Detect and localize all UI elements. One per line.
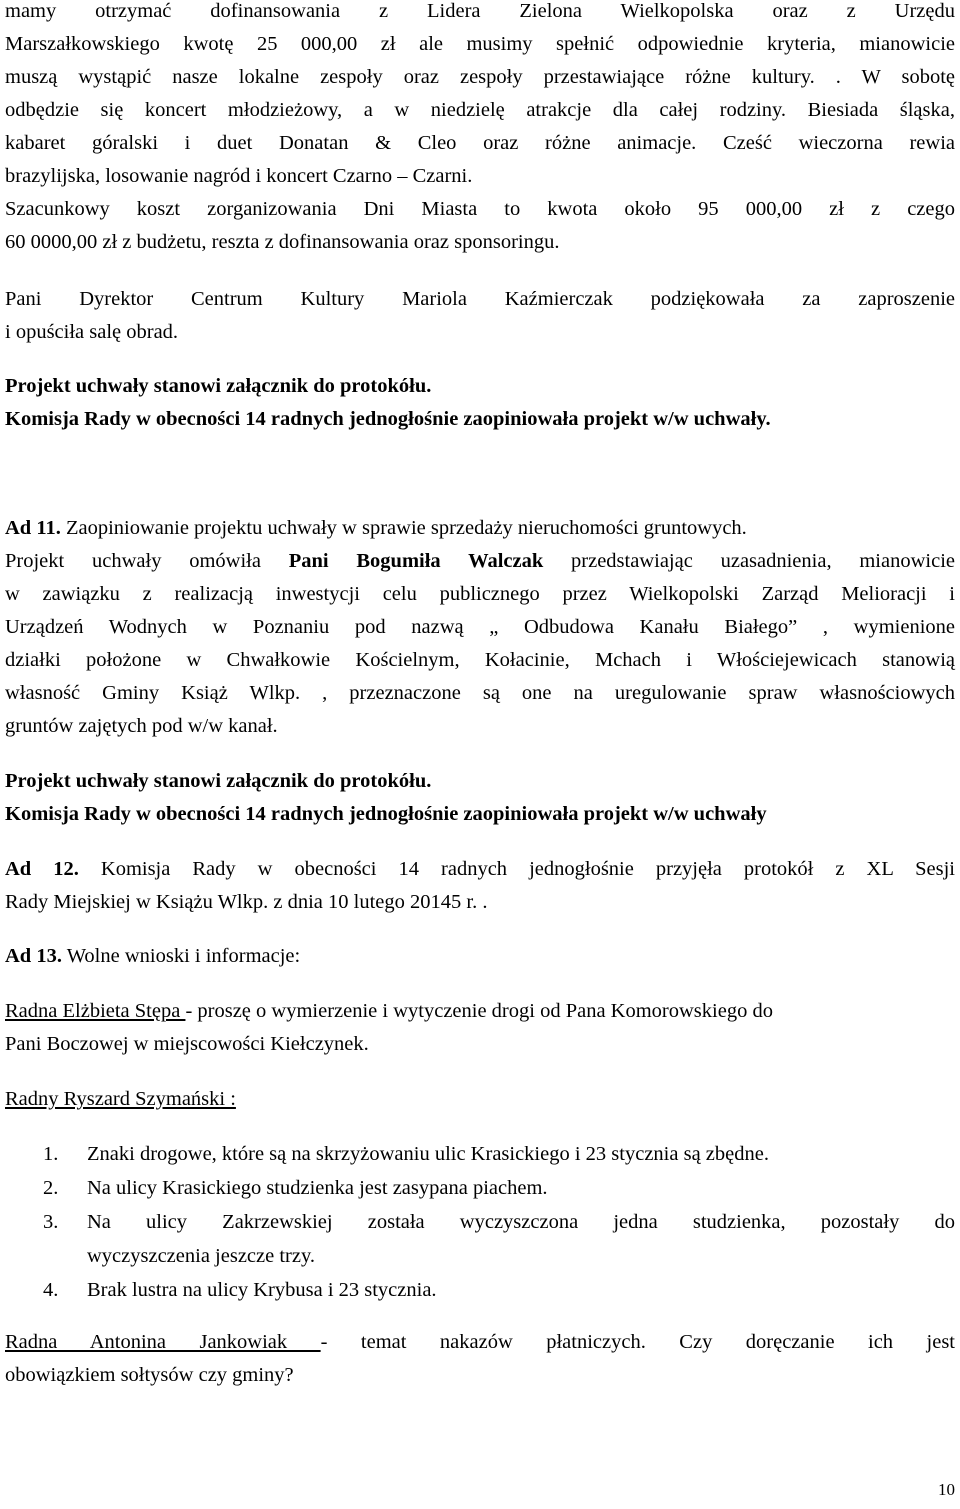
- page-number: 10: [938, 1480, 955, 1499]
- list-item: [43, 1171, 955, 1205]
- text-line: Projekt uchwały stanowi załącznik do protokółu.: [5, 770, 432, 792]
- list-number: 2.: [43, 1177, 59, 1199]
- list-item: [43, 1137, 955, 1171]
- list-text: Brak lustra na ulicy Krybusa i 23 stycznia.: [87, 1279, 437, 1301]
- section-title: Zaopiniowanie projektu uchwały w sprawie sprzedaży nieruchomości gruntowych.: [60, 517, 747, 539]
- text-line: [5, 853, 955, 886]
- section-ad12: [5, 853, 955, 919]
- text-segment: - proszę o wymierzenie i wytyczenie drogi od Pana Komorowskiego do: [185, 1000, 773, 1022]
- text-line: [5, 940, 955, 973]
- list-item-continuation: [43, 1239, 955, 1273]
- list-text: Znaki drogowe, które są na skrzyżowaniu ulic Krasickiego i 23 stycznia są zbędne.: [87, 1143, 769, 1165]
- text-segment: Komisja Rady w obecności 14 radnych jednogłośnie przyjęła protokół z XL Sesji: [78, 858, 955, 880]
- list-number: 3.: [43, 1211, 59, 1233]
- text-line: brazylijska, losowanie nagród i koncert Czarno – Czarni.: [5, 165, 473, 187]
- text-line: obowiązkiem sołtysów czy gminy?: [5, 1364, 294, 1386]
- section-label: Ad 11.: [5, 517, 61, 539]
- list-text: Na ulicy Zakrzewskiej została wyczyszczona jedna studzienka, pozostały do: [87, 1211, 955, 1233]
- text-line: w zawiązku z realizacją inwestycji celu publicznego przez Wielkopolski Zarząd Melioracji i: [5, 583, 955, 605]
- text-line: działki położone w Chwałkowie Kościelnym, Kołacinie, Mchach i Włościejewicach stanowią: [5, 649, 955, 671]
- section-ad13: [5, 940, 955, 973]
- person-name: Pani Bogumiła Walczak: [288, 550, 544, 572]
- text-line: Marszałkowskiego kwotę 25 000,00 zł ale musimy spełnić odpowiednie kryteria, mianowicie: [5, 33, 955, 55]
- text-line: odbędzie się koncert młodzieżowy, a w niedzielę atrakcje dla całej rodziny. Biesiada śląska,: [5, 99, 955, 121]
- text-line: własność Gminy Książ Wlkp. , przeznaczone są one na uregulowanie spraw własnościowych: [5, 682, 955, 704]
- section-ad11: [5, 512, 955, 743]
- text-line: mamy otrzymać dofinansowania z Lidera Zielona Wielkopolska oraz z Urzędu: [5, 0, 955, 22]
- paragraph-dyrektor: [5, 283, 955, 349]
- text-line: Pani Dyrektor Centrum Kultury Mariola Kaźmierczak podziękowała za zaproszenie: [5, 288, 955, 310]
- list-item: [43, 1273, 955, 1307]
- text-line: Pani Boczowej w miejscowości Kiełczynek.: [5, 1033, 369, 1055]
- text-line: Komisja Rady w obecności 14 radnych jednogłośnie zaopiniowała projekt w/w uchwały: [5, 803, 767, 825]
- text-segment: przedstawiając uzasadnienia, mianowicie: [543, 550, 955, 572]
- text-line: [5, 995, 955, 1028]
- paragraph-resolution-ad10: [5, 370, 955, 436]
- text-line: [5, 1326, 955, 1359]
- text-line: Projekt uchwały stanowi załącznik do protokółu.: [5, 375, 432, 397]
- list-item: [43, 1205, 955, 1239]
- list-text: wyczyszczenia jeszcze trzy.: [87, 1245, 316, 1267]
- text-line: gruntów zajętych pod w/w kanał.: [5, 715, 278, 737]
- text-line: [5, 545, 955, 578]
- text-line: Komisja Rady w obecności 14 radnych jednogłośnie zaopiniowała projekt w/w uchwały.: [5, 408, 771, 430]
- text-line: 60 0000,00 zł z budżetu, reszta z dofinansowania oraz sponsoringu.: [5, 231, 560, 253]
- text-line: muszą wystąpić nasze lokalne zespoły oraz zespoły przestawiające różne kultury. . W sobotę: [5, 66, 955, 88]
- councillor-name: Radny Ryszard Szymański :: [5, 1088, 236, 1110]
- text-segment: Projekt uchwały omówiła: [5, 550, 289, 572]
- remark-jankowiak: [5, 1326, 955, 1392]
- text-line: [5, 512, 955, 545]
- text-line: Szacunkowy koszt zorganizowania Dni Miasta to kwota około 95 000,00 zł z czego: [5, 198, 955, 220]
- text-line: Rady Miejskiej w Książu Wlkp. z dnia 10 lutego 20145 r. .: [5, 891, 488, 913]
- list-text: Na ulicy Krasickiego studzienka jest zasypana piachem.: [87, 1177, 548, 1199]
- remark-stepa: [5, 995, 955, 1061]
- section-label: Ad 12.: [5, 858, 79, 880]
- numbered-list: [43, 1137, 955, 1307]
- remark-szymanski: [5, 1083, 955, 1116]
- text-line: Urządzeń Wodnych w Poznaniu pod nazwą „ Odbudowa Kanału Białego” , wymienione: [5, 616, 955, 638]
- text-line: kabaret góralski i duet Donatan & Cleo oraz różne animacje. Cześć wieczorna rewia: [5, 132, 955, 154]
- list-number: 1.: [43, 1143, 59, 1165]
- paragraph-resolution-ad11: [5, 765, 955, 831]
- section-title: Wolne wnioski i informacje:: [61, 945, 301, 967]
- councillor-name: Radna Antonina Jankowiak: [5, 1331, 321, 1353]
- paragraph-dni-miasta: [5, 0, 955, 259]
- section-label: Ad 13.: [5, 945, 62, 967]
- councillor-name: Radna Elżbieta Stępa: [5, 1000, 186, 1022]
- list-number: 4.: [43, 1279, 59, 1301]
- text-line: i opuściła salę obrad.: [5, 321, 179, 343]
- text-segment: - temat nakazów płatniczych. Czy doręczanie ich jest: [320, 1331, 955, 1353]
